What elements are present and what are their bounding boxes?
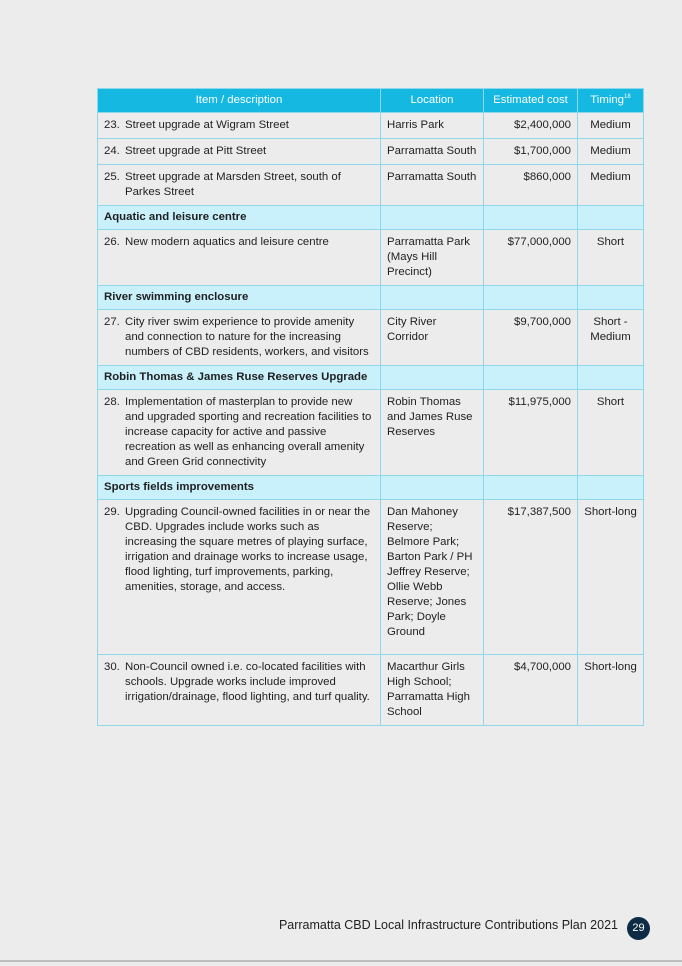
header-timing-label: Timing [590,94,625,106]
cost-cell: $4,700,000 [484,655,578,726]
table-row [98,390,644,476]
section-empty-cell [484,206,578,230]
item-cell [98,139,381,165]
timing-cell: Medium [578,165,644,206]
cost-cell: $17,387,500 [484,500,578,655]
item-number: 30. [104,661,120,673]
cost-cell: $2,400,000 [484,113,578,139]
timing-cell: Short-long [578,500,644,655]
timing-footnote: 18 [624,94,631,101]
header-timing [578,89,644,113]
item-cell [98,390,381,476]
section-empty-cell [381,286,484,310]
section-empty-cell [484,286,578,310]
table-row [98,655,644,726]
item-cell [98,230,381,286]
location-cell: Dan Mahoney Reserve; Belmore Park; Barton Park / PH Jeffrey Reserve; Ollie Webb Reserve; Jones Park; Doyle Ground [381,500,484,655]
header-item: Item / description [98,89,381,113]
timing-cell: Medium [578,113,644,139]
item-description: New modern aquatics and leisure centre [125,236,329,248]
section-row [98,206,644,230]
section-empty-cell [381,206,484,230]
bottom-divider [0,960,682,962]
item-cell [98,113,381,139]
timing-cell: Short - Medium [578,310,644,366]
table-row [98,113,644,139]
section-empty-cell [484,476,578,500]
table-body [98,113,644,726]
item-description: Non-Council owned i.e. co-located facilities with schools. Upgrade works include improved irrigation/drainage, flood lighting, and turf quality. [125,661,370,703]
table-row [98,165,644,206]
section-empty-cell [578,476,644,500]
table-row [98,310,644,366]
location-cell: Robin Thomas and James Ruse Reserves [381,390,484,476]
item-number: 28. [104,396,120,408]
cost-cell: $9,700,000 [484,310,578,366]
item-description: Implementation of masterplan to provide new and upgraded sporting and recreation facilities to increase capacity for active and passive recreation as well as enhancing overall amenity and Green Grid connectivity [125,396,372,468]
header-location: Location [381,89,484,113]
location-cell: City River Corridor [381,310,484,366]
item-description: Street upgrade at Pitt Street [125,145,267,157]
section-empty-cell [578,286,644,310]
cost-cell: $11,975,000 [484,390,578,476]
timing-cell: Short [578,390,644,476]
item-number: 23. [104,119,120,131]
footer-title: Parramatta CBD Local Infrastructure Contributions Plan 2021 [278,918,618,932]
item-number: 26. [104,236,120,248]
item-number: 24. [104,145,120,157]
location-cell: Parramatta Park (Mays Hill Precinct) [381,230,484,286]
timing-cell: Short-long [578,655,644,726]
section-empty-cell [381,366,484,390]
item-number: 29. [104,506,120,518]
section-title: Robin Thomas & James Ruse Reserves Upgrade [98,366,381,390]
page-number-badge: 29 [627,917,650,940]
item-description: Upgrading Council-owned facilities in or near the CBD. Upgrades include works such as increasing the square metres of playing surface, irrigation and drainage works to increase usage, flood lighting, turf improvements, parking, amenities, storage, and access. [125,506,371,593]
timing-cell: Medium [578,139,644,165]
item-cell [98,310,381,366]
section-row [98,286,644,310]
cost-cell: $860,000 [484,165,578,206]
section-row [98,476,644,500]
location-cell: Parramatta South [381,139,484,165]
item-number: 27. [104,316,120,328]
cost-cell: $1,700,000 [484,139,578,165]
section-row [98,366,644,390]
section-empty-cell [381,476,484,500]
section-title: River swimming enclosure [98,286,381,310]
item-cell [98,165,381,206]
item-description: Street upgrade at Wigram Street [125,119,289,131]
item-cell [98,500,381,655]
section-title: Sports fields improvements [98,476,381,500]
table-row [98,230,644,286]
item-description: City river swim experience to provide amenity and connection to nature for the increasing numbers of CBD residents, workers, and visitors [125,316,369,358]
section-empty-cell [578,206,644,230]
header-cost: Estimated cost [484,89,578,113]
infrastructure-table [97,88,644,726]
section-empty-cell [484,366,578,390]
table-row [98,139,644,165]
table-header-row [98,89,644,113]
location-cell: Macarthur Girls High School; Parramatta High School [381,655,484,726]
item-description: Street upgrade at Marsden Street, south of Parkes Street [125,171,341,198]
location-cell: Parramatta South [381,165,484,206]
table-row [98,500,644,655]
location-cell: Harris Park [381,113,484,139]
cost-cell: $77,000,000 [484,230,578,286]
item-cell [98,655,381,726]
section-empty-cell [578,366,644,390]
timing-cell: Short [578,230,644,286]
section-title: Aquatic and leisure centre [98,206,381,230]
item-number: 25. [104,171,120,183]
